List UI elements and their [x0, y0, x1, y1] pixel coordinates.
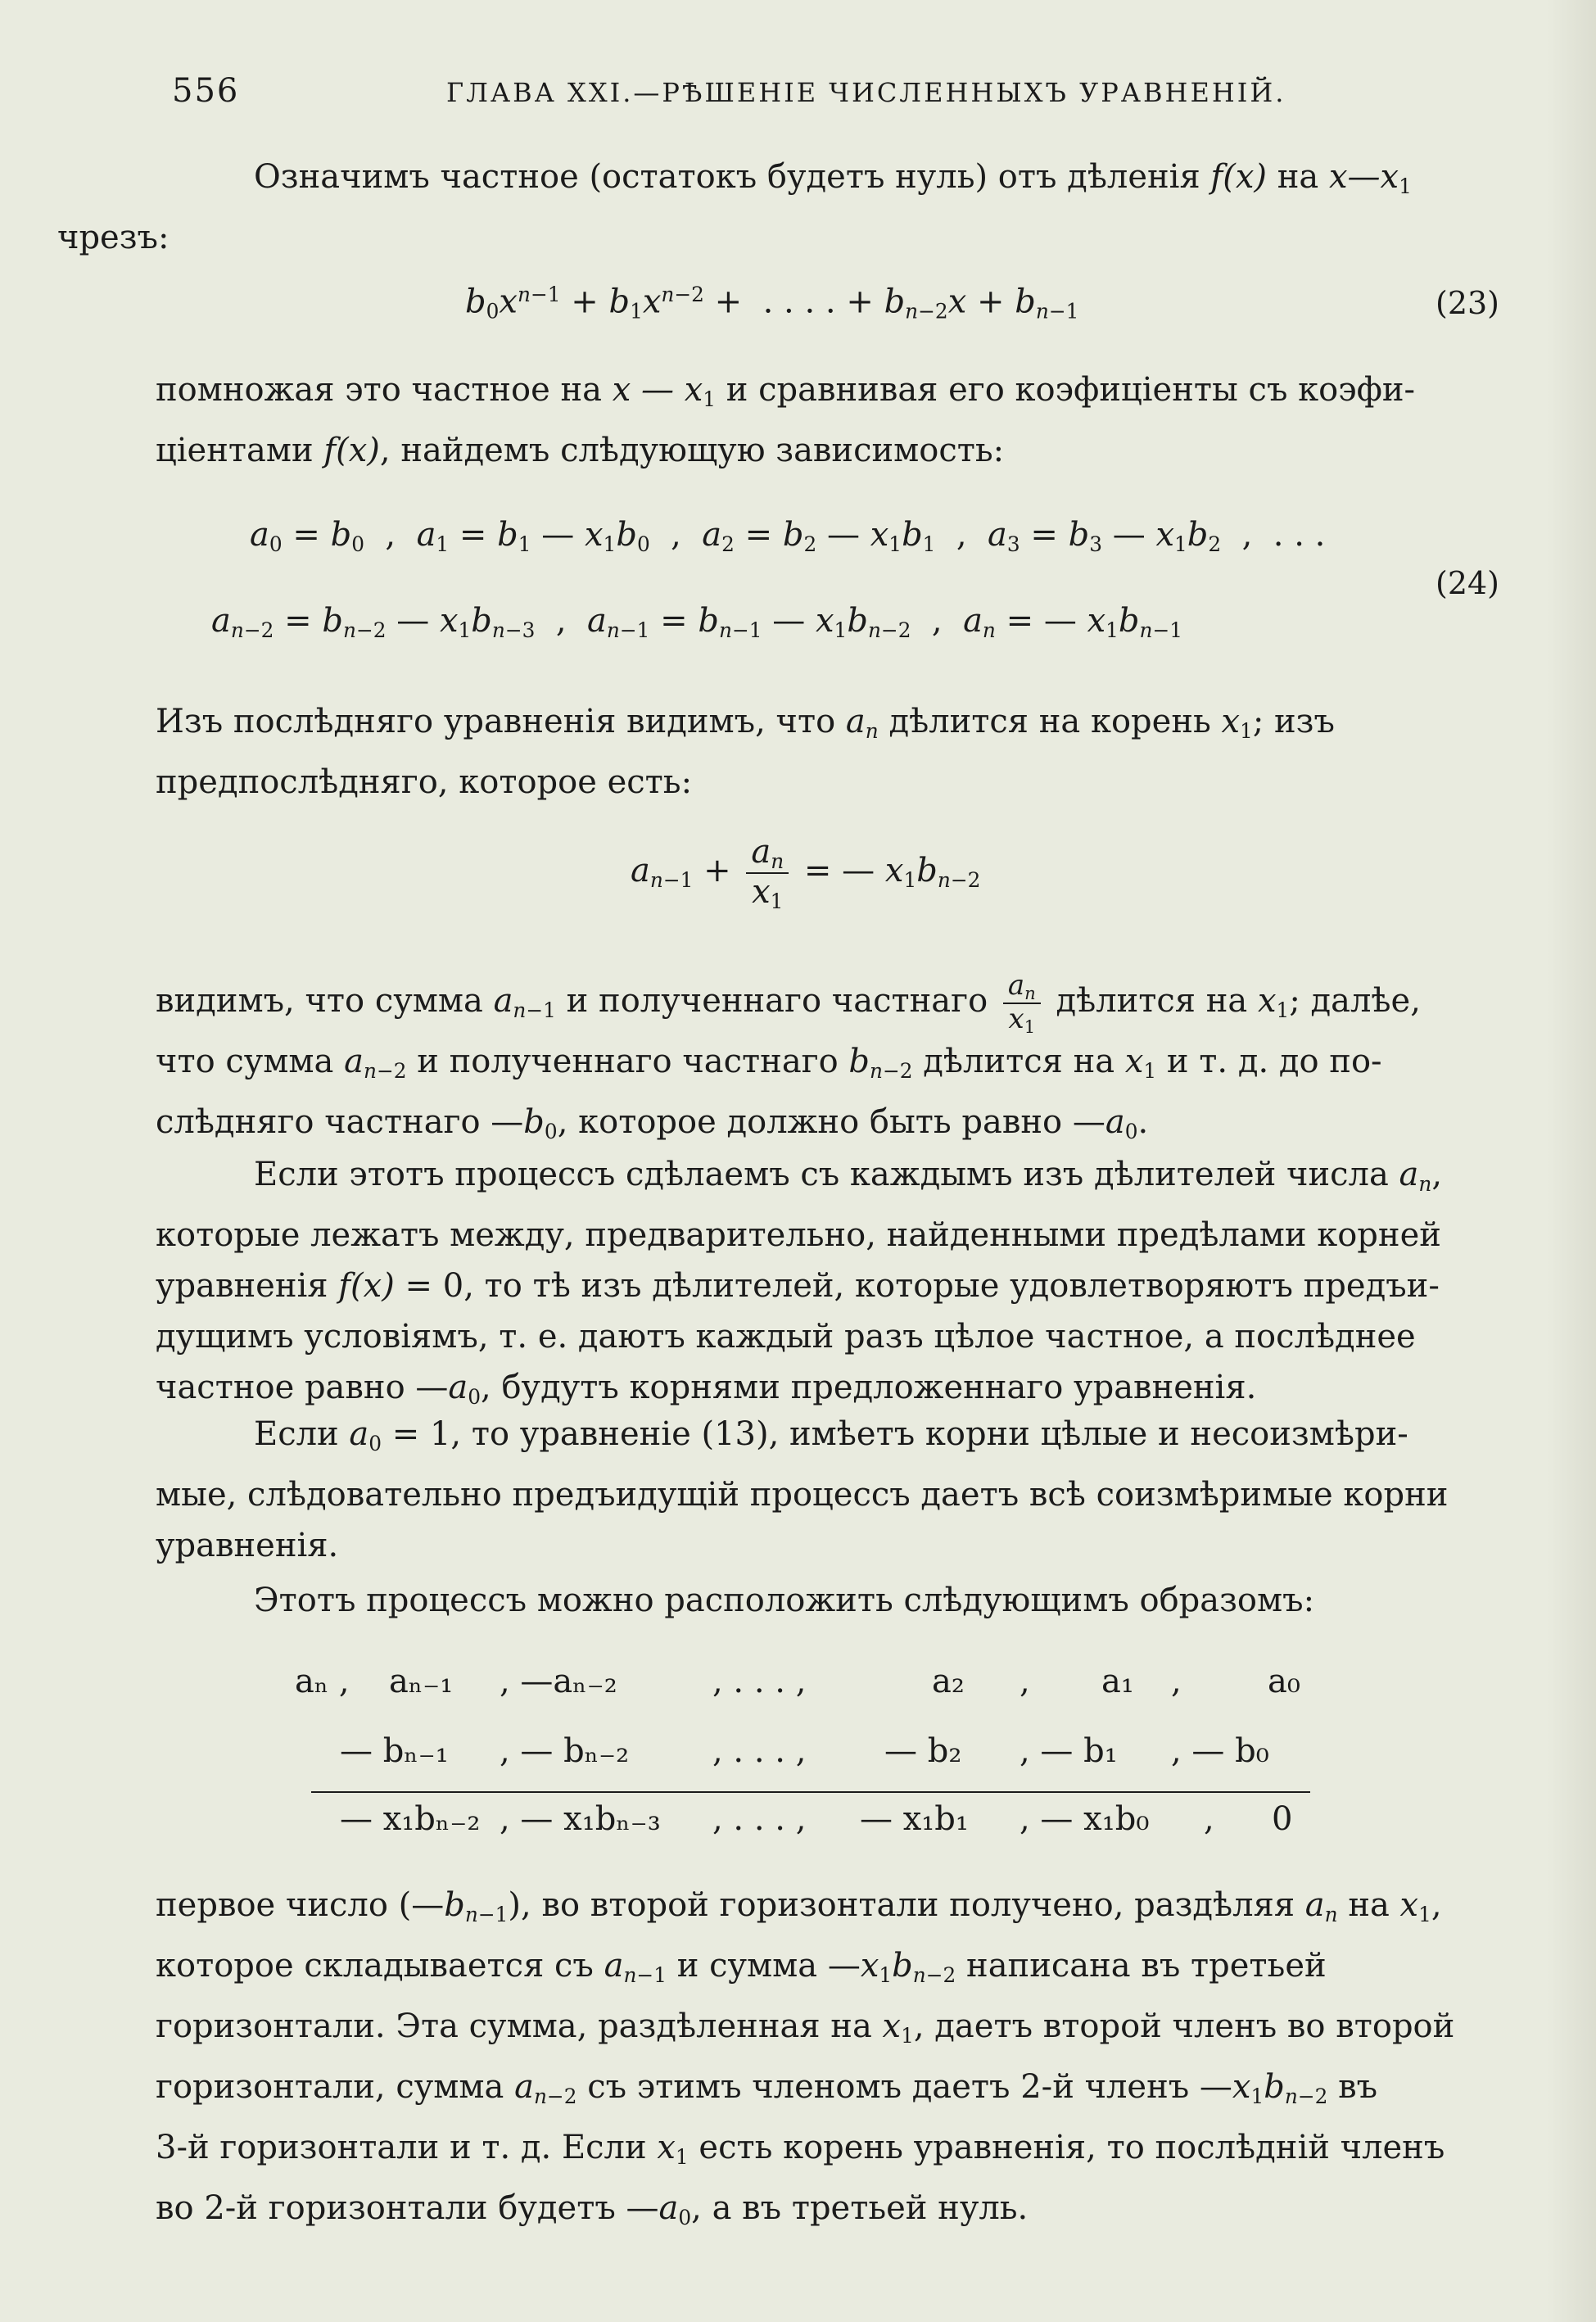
text-run: Означимъ частное (остатокъ будетъ нуль) отъ дѣленія — [254, 158, 1211, 196]
text-run: въ — [1327, 2067, 1378, 2106]
equation-number-23: (23) — [1435, 285, 1500, 321]
scheme-cell: — x₁bₙ₋₂ — [340, 1800, 481, 1838]
text-run: Если — [254, 1415, 350, 1453]
text-run: дѣлится на корень — [878, 703, 1222, 740]
equation-24-line-1: $a_0 = b_0$ , $a_1 = b_1$ — $x_1b_0$ , $a_2 = b_2$ — $x_1b_1$ , $a_3 = b_3$ — $x_1b_2$ , . . . — [250, 516, 1326, 556]
scheme-cell: , —aₙ₋₂ — [500, 1663, 617, 1700]
paragraph-6: Если $a_0 = 1$, то уравненіе (13), имѣетъ корни цѣлые и несоизмѣри- мые, слѣдовательно предъидущій процессъ даетъ всѣ соизмѣримые корни уравненія. — [156, 1415, 1449, 1564]
scheme-cell: aₙ , — [295, 1663, 350, 1700]
text-run: уравненія. — [156, 1526, 339, 1564]
text-run: , будутъ корнями предложеннаго уравненія. — [481, 1368, 1257, 1406]
scheme-cell: , — b₁ — [1020, 1732, 1118, 1770]
text-run: , которое должно быть равно — [557, 1103, 1073, 1142]
text-run: съ этимъ членомъ даетъ 2-й членъ — [576, 2067, 1200, 2106]
text-run: видимъ, что сумма — [156, 982, 494, 1021]
scheme-cell: — bₙ₋₁ — [340, 1732, 449, 1770]
text-run: которое складывается съ — [156, 1946, 604, 1985]
scheme-cell: , — x₁b₀ — [1020, 1800, 1150, 1838]
text-run: . — [1137, 1103, 1149, 1142]
text-run: , — [1431, 1886, 1442, 1924]
text-run: горизонтали. Эта сумма, раздѣленная на — [156, 2007, 883, 2045]
text-run: на — [1337, 1886, 1400, 1924]
text-run: 0, то тѣ изъ дѣлителей, которые удовлетворяютъ предъи- — [442, 1266, 1440, 1305]
text-run: = 1, то уравненіе (13), имѣетъ корни цѣлые и несоизмѣри- — [382, 1415, 1408, 1453]
text-run: написана въ третьей — [956, 1946, 1327, 1985]
math-fx: f(x) — [1210, 158, 1267, 196]
text-run: , даетъ второй членъ во второй — [913, 2007, 1455, 2045]
scheme-cell: a₁ — [1101, 1663, 1134, 1700]
text-run: ціентами — [156, 431, 324, 469]
scheme-cell: , — [1204, 1800, 1214, 1838]
text-run: , а въ третьей нуль. — [691, 2188, 1029, 2227]
text-run: Если этотъ процессъ сдѣлаемъ съ каждымъ изъ дѣлителей числа — [254, 1156, 1399, 1193]
equation-number-24: (24) — [1435, 565, 1500, 601]
text-run: во 2-й горизонтали будетъ — [156, 2188, 626, 2227]
text-run: частное равно — [156, 1368, 416, 1406]
text-run: горизонтали, сумма — [156, 2067, 515, 2106]
paragraph-1 — [57, 152, 1499, 263]
text-run: Этотъ процессъ можно расположить слѣдующимъ образомъ: — [254, 1582, 1315, 1619]
scheme-row-2 — [295, 1732, 1318, 1781]
scheme-rule — [311, 1791, 1310, 1793]
math-a: a — [845, 703, 866, 740]
scheme-cell: — b₂ — [884, 1732, 962, 1770]
scheme-row-3 — [295, 1800, 1318, 1849]
text-run: , — [1431, 1156, 1443, 1193]
text-run: дѣлится на — [912, 1043, 1125, 1081]
text-run: и сравнивая его коэфиціенты съ коэфи- — [716, 371, 1416, 409]
text-run: , найдемъ слѣдующую зависимость: — [379, 431, 1005, 469]
text-run: помножая это частное на — [156, 371, 613, 409]
page-edge-shadow — [1547, 0, 1596, 2322]
paragraph-8: первое число $(—b_{n-1})$, во второй горизонтали получено, раздѣляя $a_n$ на $x_1$, которое складывается съ $a_{n-1}$ и сумма $—x_1b_{n-2}$ написана въ третьей горизонтали. Эта сумма, раздѣленная на $x_1$, даетъ второй членъ во второй горизонтали, сумма $a_{n-2}$ съ этимъ членомъ даетъ 2-й членъ $—x_1b_{n-2}$ въ 3-й горизонтали и т. д. Если $x_1$ есть корень уравненія, то послѣдній членъ во 2-й горизонтали будетъ $—a_0$, а въ третьей нуль. — [156, 1886, 1455, 2229]
scheme-cell: 0 — [1272, 1800, 1293, 1838]
text-run: уравненія — [156, 1266, 339, 1305]
subscript: 1 — [1240, 718, 1253, 743]
subscript: n — [865, 718, 879, 743]
math-fx-equals: f(x) = — [338, 1266, 443, 1305]
text-run: на — [1267, 158, 1329, 196]
text-run: ; далѣе, — [1289, 982, 1421, 1021]
text-run: слѣдняго частнаго — [156, 1103, 491, 1142]
paragraph-2 — [156, 364, 1499, 476]
scheme-cell: a₂ — [932, 1663, 965, 1700]
math-x-minus-x1: x—x — [1328, 158, 1399, 196]
text-run: есть корень уравненія, то послѣдній членъ — [688, 2128, 1445, 2166]
scheme-cell: , — b₀ — [1171, 1732, 1269, 1770]
text-run: и т. д. до по- — [1156, 1043, 1382, 1081]
paragraph-3 — [156, 696, 1499, 808]
text-run: которые лежатъ между, предварительно, найденными предѣлами корней — [156, 1215, 1441, 1254]
equation-sum: $a_{n-1}$ + $\frac{a_n}{x_1}$ = — $x_1b_{n-2}$ — [631, 833, 981, 914]
scheme-cell: , . . . , — [712, 1800, 807, 1838]
scheme-cell: a₀ — [1268, 1663, 1300, 1700]
scheme-cell: , — x₁bₙ₋₃ — [500, 1800, 661, 1838]
text-run: и полученнаго частнаго — [555, 982, 998, 1021]
scheme-cell: , — [1020, 1663, 1030, 1700]
math-x-minus-x1: x — x — [612, 371, 703, 409]
running-title: ГЛАВА XXI.—РѢШЕНІЕ ЧИСЛЕННЫХЪ УРАВНЕНІЙ. — [446, 77, 1286, 108]
text-run: и полученнаго частнаго — [406, 1043, 849, 1081]
text-run: дущимъ условіямъ, т. е. даютъ каждый разъ цѣлое частное, а послѣднее — [156, 1317, 1416, 1356]
scheme-cell: aₙ₋₁ — [389, 1663, 454, 1700]
scheme-cell: , . . . , — [712, 1663, 807, 1700]
text-run: мые, слѣдовательно предъидущій процессъ даетъ всѣ соизмѣримые корни — [156, 1475, 1449, 1514]
paragraph-5: Если этотъ процессъ сдѣлаемъ съ каждымъ изъ дѣлителей числа $a_n$, которые лежатъ между, предварительно, найденными предѣлами корней уравненія f(x) = 0, то тѣ изъ дѣлителей, которые удовлетворяютъ предъи- дущимъ условіямъ, т. е. даютъ каждый разъ цѣлое частное, а послѣднее частное равно $—a_0$, будутъ корнями предложеннаго уравненія. — [156, 1156, 1443, 1409]
scheme-cell: , — [1171, 1663, 1182, 1700]
scheme-cell: , — bₙ₋₂ — [500, 1732, 630, 1770]
scheme-row-1 — [295, 1663, 1318, 1712]
text-run: ), во второй горизонтали получено, раздѣляя — [508, 1886, 1305, 1924]
text-run: дѣлится на — [1045, 982, 1258, 1021]
text-run: что сумма — [156, 1043, 345, 1081]
text-run: предпослѣдняго, которое есть: — [156, 763, 693, 801]
subscript: 1 — [703, 387, 717, 411]
equation-24-line-2: $a_{n-2} = b_{n-2}$ — $x_1b_{n-3}$ , $a_{n-1} = b_{n-1}$ — $x_1b_{n-2}$ , $a_n$ = — $x_1b_{n-1}$ — [211, 602, 1183, 642]
equation-23: $b_0x^{n-1} + b_1x^{n-2}$ + . . . . + $b_{n-2}x + b_{n-1}$ — [465, 283, 1079, 324]
text-run: чрезъ: — [57, 218, 170, 256]
scheme-cell: — x₁b₁ — [860, 1800, 969, 1838]
math-fx: f(x) — [323, 431, 380, 469]
scheme-cell: , . . . , — [712, 1732, 807, 1770]
paragraph-4: видимъ, что сумма $a_{n-1}$ и полученнаго частнаго $\frac{a_n}{x_1}$ дѣлится на $x_1$; далѣе, что сумма $a_{n-2}$ и полученнаго частнаго $b_{n-2}$ дѣлится на $x_1$ и т. д. до по- слѣдняго частнаго $—b_0$, которое должно быть равно $—a_0$. — [156, 969, 1421, 1143]
math-x: x — [1221, 703, 1241, 740]
text-run: 3-й горизонтали и т. д. Если — [156, 2128, 658, 2166]
page-number: 556 — [172, 72, 240, 110]
text-run: первое число ( — [156, 1886, 412, 1924]
text-run: ; изъ — [1252, 703, 1335, 740]
text-run: и сумма — [666, 1946, 828, 1985]
text-run: Изъ послѣдняго уравненія видимъ, что — [156, 703, 846, 740]
subscript: 1 — [1399, 174, 1412, 198]
running-header — [172, 72, 1515, 121]
paragraph-7 — [156, 1575, 1499, 1626]
